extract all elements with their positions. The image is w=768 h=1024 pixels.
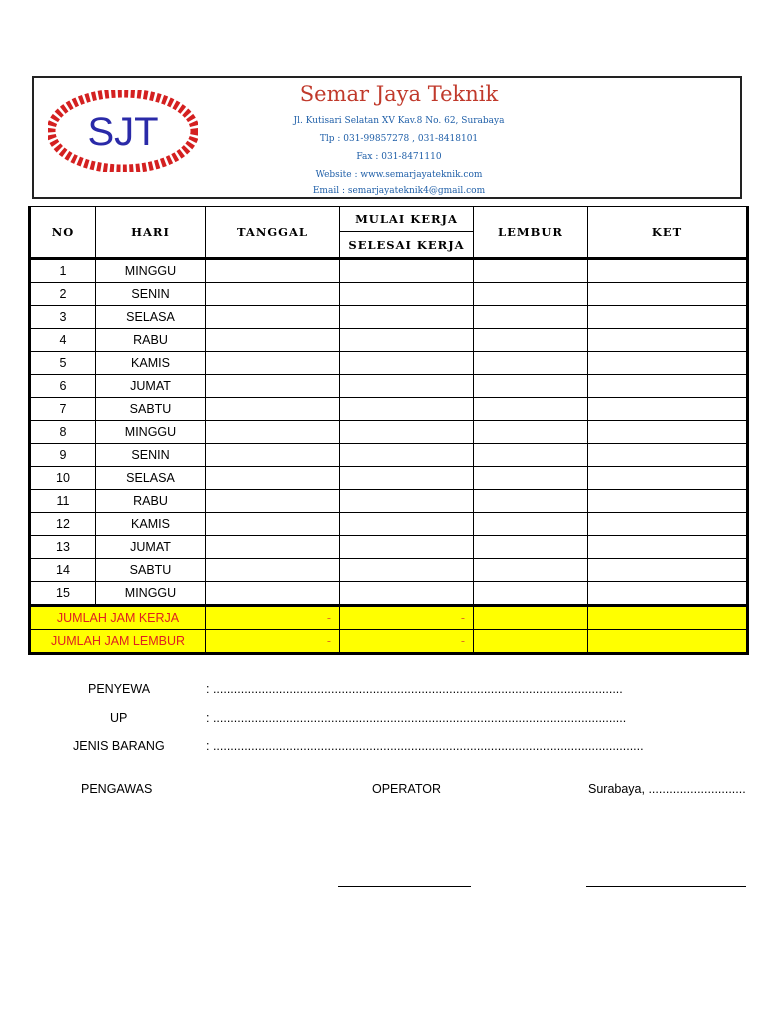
row-mulai-selesai[interactable]: [340, 283, 474, 306]
row-lembur[interactable]: [474, 536, 588, 559]
company-website: Website : www.semarjayateknik.com: [315, 170, 483, 180]
row-lembur[interactable]: [474, 283, 588, 306]
row-hari: SABTU: [96, 398, 206, 421]
row-hari: JUMAT: [96, 375, 206, 398]
row-no: 8: [30, 421, 96, 444]
row-tanggal[interactable]: [206, 421, 340, 444]
letterhead: [32, 76, 742, 199]
row-ket[interactable]: [588, 306, 748, 329]
up-label: UP: [110, 711, 128, 725]
row-hari: MINGGU: [96, 421, 206, 444]
row-ket[interactable]: [588, 352, 748, 375]
row-lembur[interactable]: [474, 398, 588, 421]
row-no: 1: [30, 259, 96, 283]
row-hari: MINGGU: [96, 582, 206, 606]
col-header-hari: HARI: [96, 207, 206, 259]
row-hari: MINGGU: [96, 259, 206, 283]
row-ket[interactable]: [588, 559, 748, 582]
row-mulai-selesai[interactable]: [340, 536, 474, 559]
row-mulai-selesai[interactable]: [340, 306, 474, 329]
row-hari: KAMIS: [96, 513, 206, 536]
row-lembur[interactable]: [474, 513, 588, 536]
table-row: [30, 398, 748, 421]
row-ket[interactable]: [588, 536, 748, 559]
pengawas-label: PENGAWAS: [81, 782, 153, 796]
row-lembur[interactable]: [474, 306, 588, 329]
row-tanggal[interactable]: [206, 513, 340, 536]
table-row: [30, 513, 748, 536]
total-kerja-ket[interactable]: [588, 606, 748, 630]
row-no: 4: [30, 329, 96, 352]
row-no: 2: [30, 283, 96, 306]
row-hari: SENIN: [96, 283, 206, 306]
row-lembur[interactable]: [474, 329, 588, 352]
row-mulai-selesai[interactable]: [340, 444, 474, 467]
row-tanggal[interactable]: [206, 444, 340, 467]
row-no: 12: [30, 513, 96, 536]
row-tanggal[interactable]: [206, 329, 340, 352]
table-row: [30, 375, 748, 398]
row-tanggal[interactable]: [206, 536, 340, 559]
table-body: [30, 259, 748, 606]
row-hari: RABU: [96, 490, 206, 513]
table-row: [30, 259, 748, 283]
total-kerja-mulai: -: [340, 606, 474, 630]
row-mulai-selesai[interactable]: [340, 329, 474, 352]
row-lembur[interactable]: [474, 444, 588, 467]
row-mulai-selesai[interactable]: [340, 490, 474, 513]
table-row: [30, 283, 748, 306]
row-ket[interactable]: [588, 421, 748, 444]
row-tanggal[interactable]: [206, 490, 340, 513]
total-lembur-tanggal: -: [206, 630, 340, 654]
company-address: Jl. Kutisari Selatan XV Kav.8 No. 62, Surabaya: [293, 116, 505, 126]
col-header-no: NO: [30, 207, 96, 259]
row-ket[interactable]: [588, 259, 748, 283]
row-ket[interactable]: [588, 329, 748, 352]
row-tanggal[interactable]: [206, 283, 340, 306]
company-email: Email : semarjayateknik4@gmail.com: [312, 186, 486, 196]
row-mulai-selesai[interactable]: [340, 375, 474, 398]
row-no: 14: [30, 559, 96, 582]
row-hari: SABTU: [96, 559, 206, 582]
row-tanggal[interactable]: [206, 259, 340, 283]
row-no: 9: [30, 444, 96, 467]
penyewa-field[interactable]: : ......................................................................................................................: [206, 682, 623, 696]
row-ket[interactable]: [588, 467, 748, 490]
total-kerja-lembur[interactable]: [474, 606, 588, 630]
operator-signature-line: [338, 886, 471, 887]
jenis-barang-label: JENIS BARANG: [73, 739, 165, 753]
table-row: [30, 306, 748, 329]
row-ket[interactable]: [588, 444, 748, 467]
total-lembur-mulai: -: [340, 630, 474, 654]
row-mulai-selesai[interactable]: [340, 559, 474, 582]
city-date[interactable]: Surabaya, ............................: [588, 782, 746, 796]
row-mulai-selesai[interactable]: [340, 398, 474, 421]
col-header-mulai: MULAI KERJA: [340, 207, 474, 232]
penyewa-label: PENYEWA: [88, 682, 151, 696]
col-header-lembur: LEMBUR: [474, 207, 588, 259]
table-row: [30, 582, 748, 606]
table-row: [30, 352, 748, 375]
col-header-tanggal: TANGGAL: [206, 207, 340, 259]
table-row: [30, 490, 748, 513]
row-mulai-selesai[interactable]: [340, 421, 474, 444]
timesheet-table: [28, 206, 749, 655]
total-kerja-tanggal: -: [206, 606, 340, 630]
row-no: 13: [30, 536, 96, 559]
row-no: 3: [30, 306, 96, 329]
row-ket[interactable]: [588, 582, 748, 606]
total-lembur-lembur[interactable]: [474, 630, 588, 654]
row-tanggal[interactable]: [206, 467, 340, 490]
table-row: [30, 329, 748, 352]
table-row: [30, 467, 748, 490]
row-lembur[interactable]: [474, 559, 588, 582]
up-field[interactable]: : .......................................................................................................................: [206, 711, 627, 725]
row-lembur[interactable]: [474, 582, 588, 606]
row-lembur[interactable]: [474, 421, 588, 444]
row-tanggal[interactable]: [206, 582, 340, 606]
row-no: 11: [30, 490, 96, 513]
row-mulai-selesai[interactable]: [340, 352, 474, 375]
row-ket[interactable]: [588, 283, 748, 306]
row-tanggal[interactable]: [206, 352, 340, 375]
col-header-ket: KET: [588, 207, 748, 259]
row-mulai-selesai[interactable]: [340, 513, 474, 536]
row-ket[interactable]: [588, 375, 748, 398]
row-hari: RABU: [96, 329, 206, 352]
total-kerja-label: JUMLAH JAM KERJA: [30, 606, 206, 630]
row-lembur[interactable]: [474, 259, 588, 283]
row-ket[interactable]: [588, 398, 748, 421]
table-row: [30, 421, 748, 444]
row-lembur[interactable]: [474, 467, 588, 490]
row-ket[interactable]: [588, 513, 748, 536]
row-hari: JUMAT: [96, 536, 206, 559]
company-phone: Tlp : 031-99857278 , 031-8418101: [319, 134, 479, 144]
row-no: 5: [30, 352, 96, 375]
row-tanggal[interactable]: [206, 306, 340, 329]
row-lembur[interactable]: [474, 375, 588, 398]
sjt-logo: [48, 90, 198, 172]
row-no: 15: [30, 582, 96, 606]
row-mulai-selesai[interactable]: [340, 467, 474, 490]
table-row: [30, 444, 748, 467]
logo-text: SJT: [87, 110, 159, 154]
row-tanggal[interactable]: [206, 375, 340, 398]
company-fax: Fax : 031-8471110: [356, 152, 442, 162]
row-tanggal[interactable]: [206, 398, 340, 421]
total-lembur-ket[interactable]: [588, 630, 748, 654]
row-tanggal[interactable]: [206, 559, 340, 582]
row-ket[interactable]: [588, 490, 748, 513]
city-signature-line: [586, 886, 746, 887]
total-lembur-label: JUMLAH JAM LEMBUR: [30, 630, 206, 654]
row-hari: SELASA: [96, 467, 206, 490]
row-no: 10: [30, 467, 96, 490]
row-no: 7: [30, 398, 96, 421]
row-lembur[interactable]: [474, 490, 588, 513]
row-mulai-selesai[interactable]: [340, 259, 474, 283]
row-hari: SELASA: [96, 306, 206, 329]
row-lembur[interactable]: [474, 352, 588, 375]
jenis-barang-field[interactable]: : ............................................................................................................................: [206, 739, 644, 753]
table-row: [30, 559, 748, 582]
row-no: 6: [30, 375, 96, 398]
row-mulai-selesai[interactable]: [340, 582, 474, 606]
row-hari: SENIN: [96, 444, 206, 467]
table-row: [30, 536, 748, 559]
company-name: Semar Jaya Teknik: [299, 82, 499, 106]
operator-label: OPERATOR: [372, 782, 441, 796]
col-header-selesai: SELESAI KERJA: [340, 232, 474, 259]
row-hari: KAMIS: [96, 352, 206, 375]
